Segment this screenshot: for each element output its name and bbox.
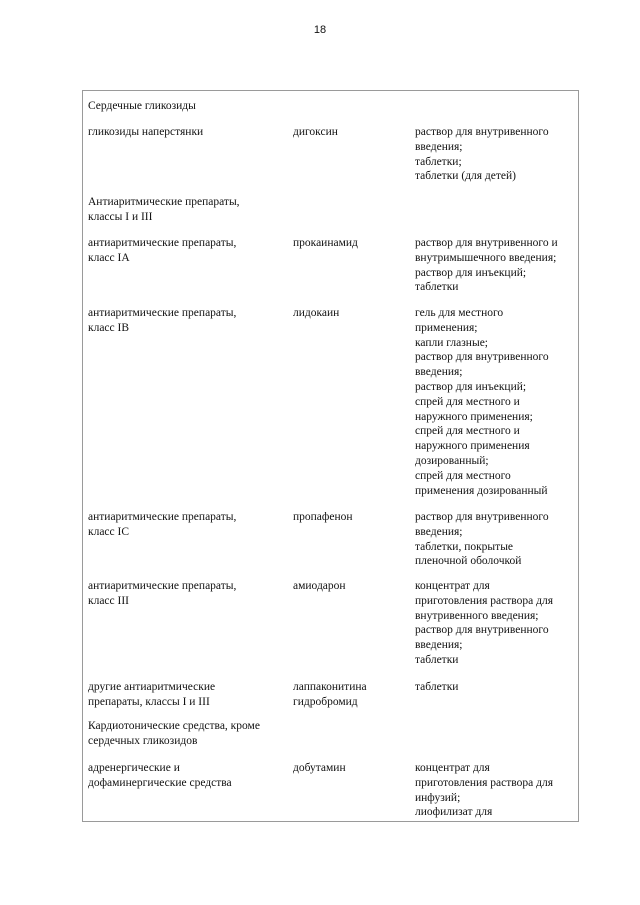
cell-line: раствор для внутривенного [415, 511, 549, 523]
cell-line: введения; [415, 140, 463, 153]
cell-line: прокаинамид [293, 237, 358, 249]
cell-line: Сердечные гликозиды [88, 100, 196, 112]
cell-line: спрей для местного и [415, 425, 520, 438]
cell-line: другие антиаритмические [88, 681, 216, 693]
atc-group-cell [88, 99, 286, 114]
atc-group-cell [88, 236, 286, 266]
dosage-form-cell [415, 761, 577, 820]
cell-line: гидробромид [293, 695, 358, 708]
dosage-form-cell [415, 306, 577, 498]
cell-line: таблетки [415, 281, 459, 294]
dosage-form-cell [415, 236, 577, 295]
cell-line: гель для местного [415, 307, 504, 319]
cell-line: спрей для местного [415, 469, 511, 482]
cell-line: внутривенного введения; [415, 609, 539, 622]
substance-cell [293, 306, 411, 321]
cell-line: Кардиотонические средства, кроме [88, 720, 260, 732]
cell-line: антиаритмические препараты, [88, 237, 237, 249]
cell-line: класс IA [88, 251, 130, 264]
cell-line: таблетки; [415, 155, 462, 168]
cell-line: таблетки, покрытые [415, 540, 514, 553]
cell-line: концентрат для [415, 762, 490, 774]
cell-line: Антиаритмические препараты, [88, 196, 240, 208]
cell-line: амиодарон [293, 580, 346, 592]
cell-line: применения дозированный [415, 484, 548, 497]
cell-line: инфузий; [415, 791, 461, 804]
cell-line: введения; [415, 639, 463, 652]
cell-line: гликозиды наперстянки [88, 126, 204, 138]
cell-line: приготовления раствора для [415, 594, 553, 607]
cell-line: раствор для инъекций; [415, 380, 527, 393]
dosage-form-cell [415, 510, 577, 569]
cell-line: внутримышечного введения; [415, 251, 557, 264]
dosage-form-cell [415, 579, 577, 668]
cell-line: концентрат для [415, 580, 490, 592]
cell-line: лидокаин [293, 307, 340, 319]
substance-cell [293, 579, 411, 594]
cell-line: лаппаконитина [293, 681, 367, 693]
cell-line: капли глазные; [415, 336, 488, 349]
atc-group-cell [88, 761, 286, 791]
cell-line: класс IC [88, 525, 130, 538]
cell-line: дозированный; [415, 454, 489, 467]
substance-cell [293, 125, 411, 140]
cell-line: введения; [415, 366, 463, 379]
atc-group-cell [88, 579, 286, 609]
cell-line: добутамин [293, 762, 346, 774]
drug-table [82, 90, 579, 822]
atc-group-cell [88, 510, 286, 540]
cell-line: наружного применения; [415, 410, 533, 423]
cell-line: таблетки [415, 653, 459, 666]
cell-line: антиаритмические препараты, [88, 511, 237, 523]
atc-group-cell [88, 680, 286, 710]
atc-group-cell [88, 125, 286, 140]
substance-cell [293, 510, 411, 525]
substance-cell [293, 236, 411, 251]
cell-line: раствор для внутривенного и [415, 237, 558, 249]
substance-cell [293, 680, 411, 710]
atc-group-cell [88, 195, 286, 225]
atc-group-cell [88, 719, 286, 749]
page-number: 18 [313, 24, 327, 36]
cell-line: препараты, классы I и III [88, 695, 210, 708]
cell-line: дигоксин [293, 126, 338, 138]
dosage-form-cell [415, 125, 577, 184]
cell-line: сердечных гликозидов [88, 734, 198, 747]
cell-line: раствор для инъекций; [415, 266, 527, 279]
dosage-form-cell [415, 680, 577, 695]
cell-line: пленочной оболочкой [415, 555, 522, 568]
atc-group-cell [88, 306, 286, 336]
cell-line: таблетки (для детей) [415, 170, 516, 183]
cell-line: раствор для внутривенного [415, 624, 549, 637]
cell-line: таблетки [415, 681, 459, 693]
cell-line: класс IB [88, 321, 130, 334]
cell-line: применения; [415, 321, 478, 334]
cell-line: спрей для местного и [415, 395, 520, 408]
cell-line: антиаритмические препараты, [88, 580, 237, 592]
cell-line: раствор для внутривенного [415, 126, 549, 138]
cell-line: наружного применения [415, 440, 530, 453]
cell-line: приготовления раствора для [415, 776, 553, 789]
cell-line: пропафенон [293, 511, 353, 523]
cell-line: дофаминергические средства [88, 776, 232, 789]
cell-line: класс III [88, 594, 130, 607]
cell-line: адренергические и [88, 762, 180, 774]
cell-line: лиофилизат для [415, 806, 493, 819]
cell-line: классы I и III [88, 210, 153, 223]
cell-line: раствор для внутривенного [415, 351, 549, 364]
cell-line: антиаритмические препараты, [88, 307, 237, 319]
substance-cell [293, 761, 411, 776]
cell-line: введения; [415, 525, 463, 538]
